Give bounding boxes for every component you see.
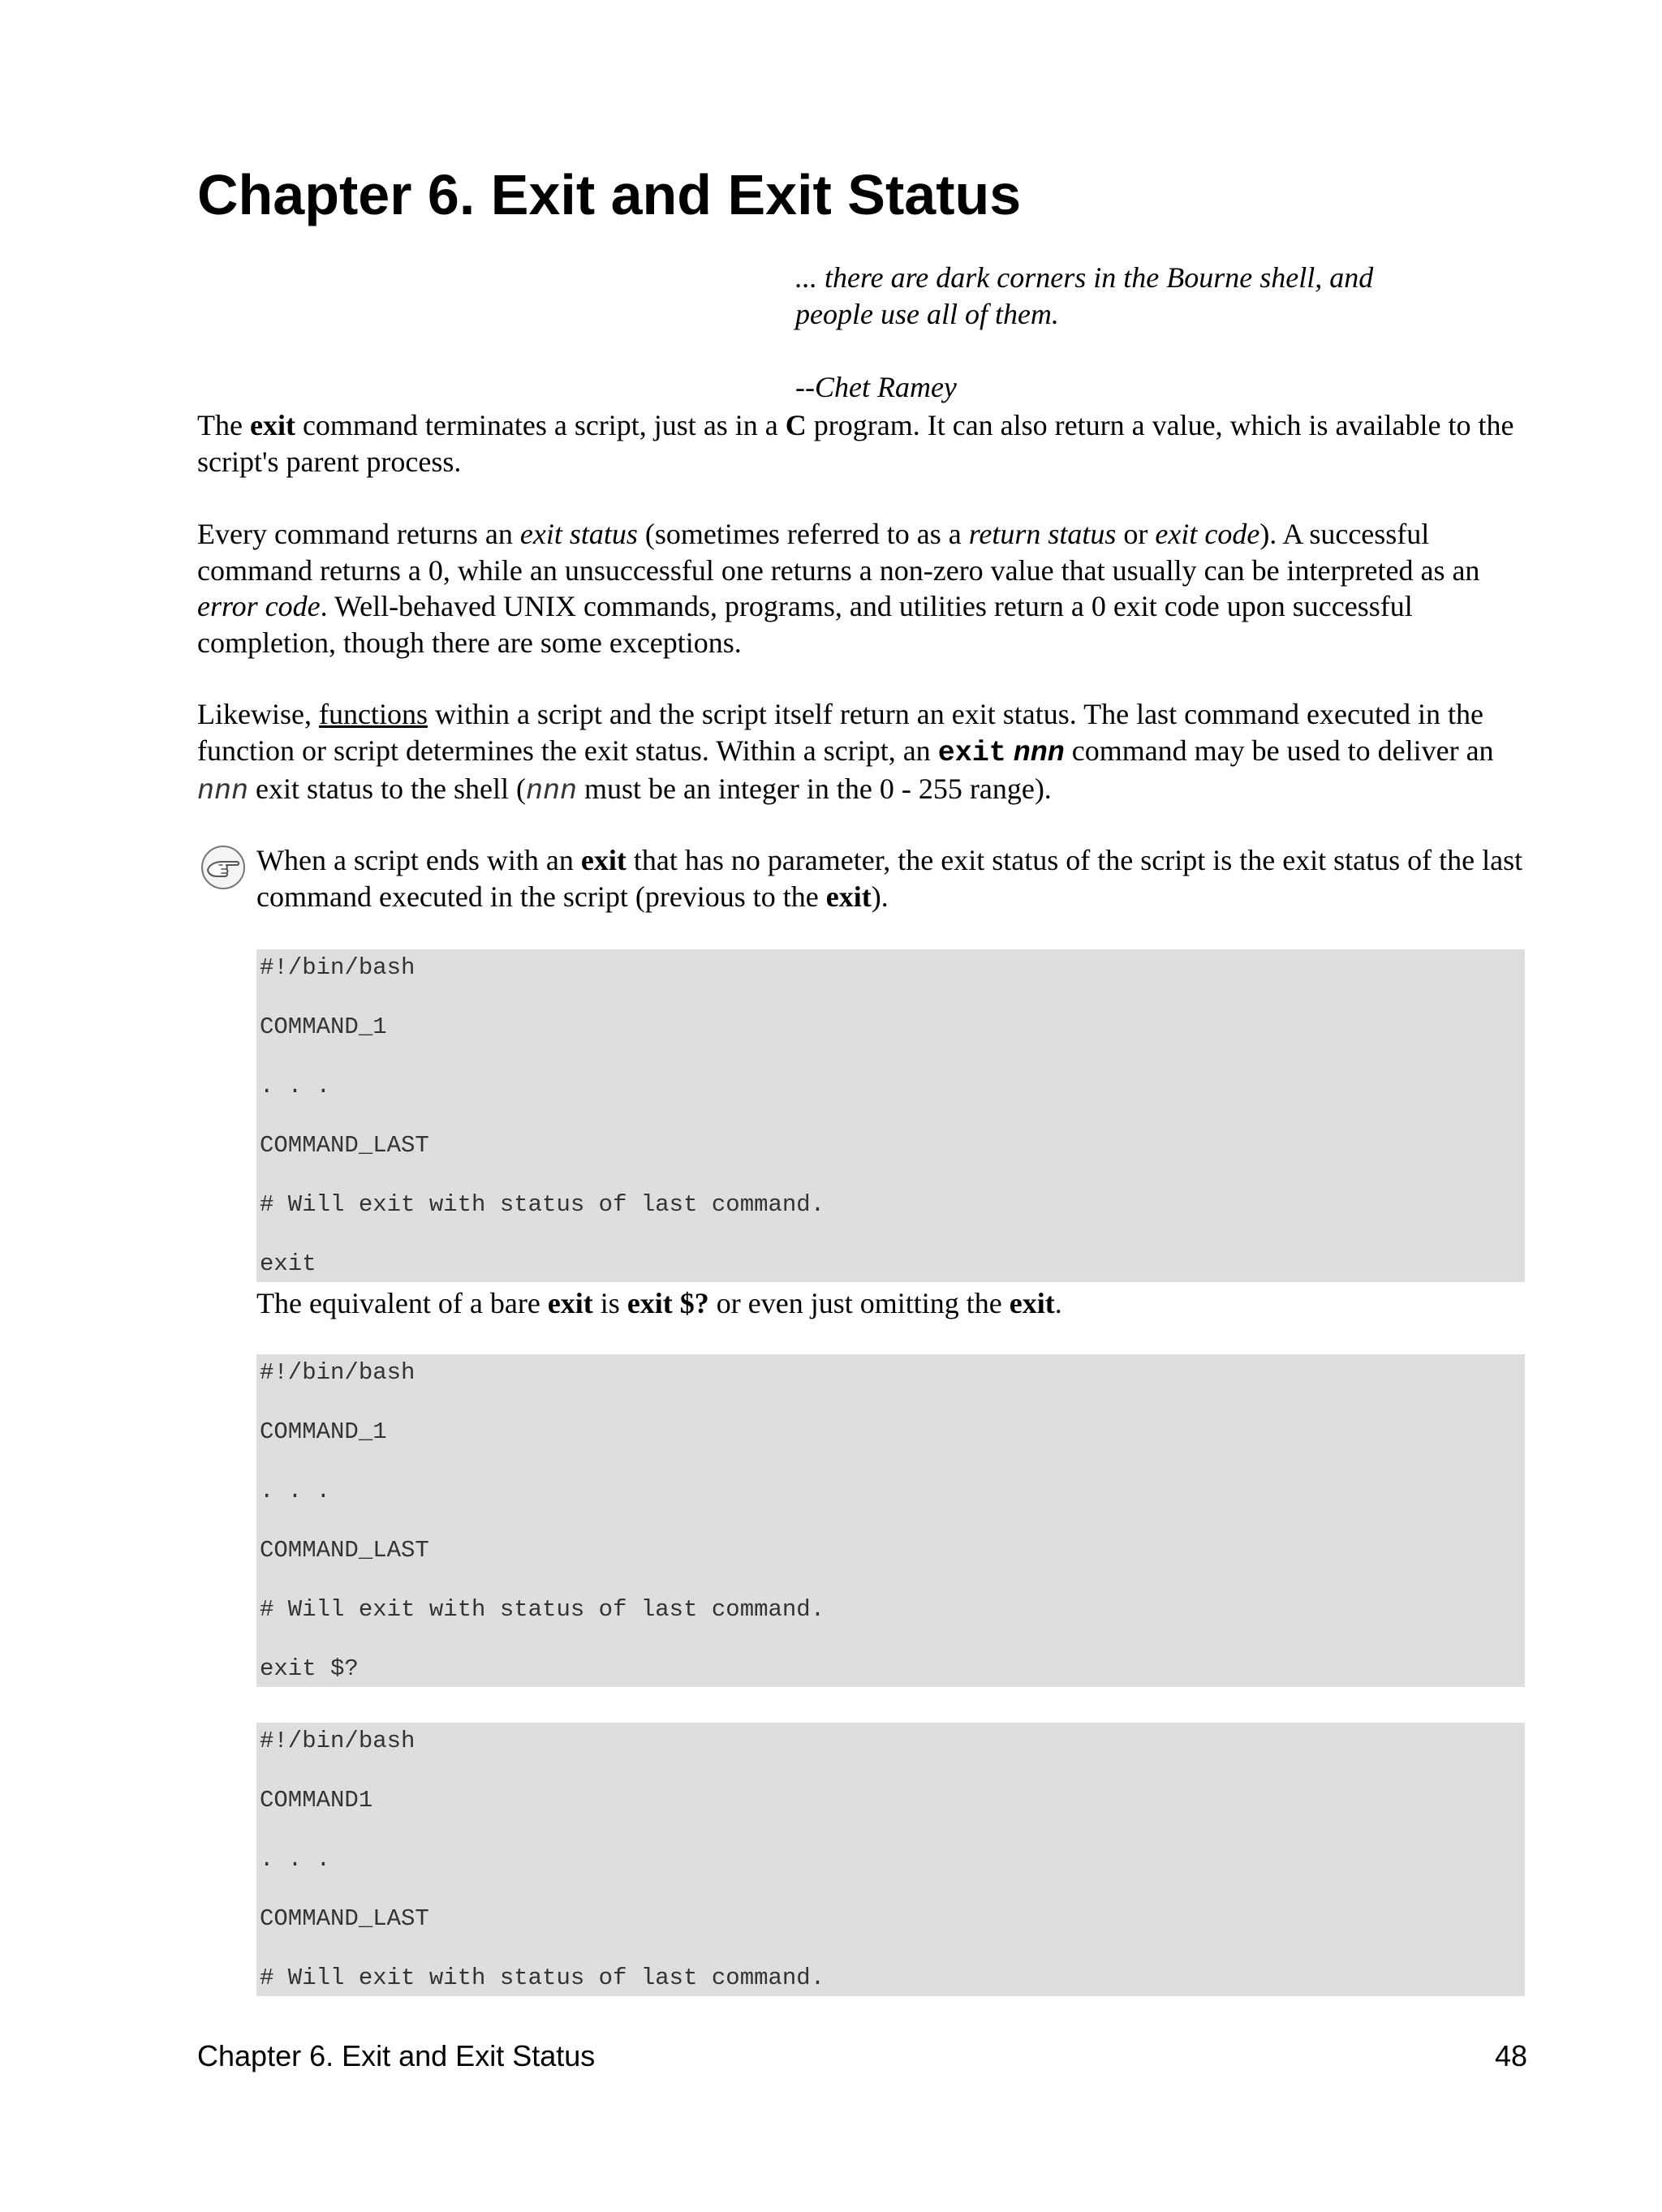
text-span: (sometimes referred to as a — [637, 518, 969, 550]
paragraph-exit-command — [197, 407, 1536, 480]
text-span: that has no parameter, the exit status of the script is the exit status of the last command executed in the script (previous to the — [256, 844, 1523, 913]
bold-term: exit $? — [626, 1287, 709, 1319]
bold-term: C — [785, 409, 807, 441]
text-span: within a script and the script itself return an exit status. The last command executed in the function or script determines the exit status. Within a script, an — [197, 698, 1483, 767]
functions-link[interactable]: functions — [318, 698, 428, 730]
code-line: # Will exit with status of last command. — [260, 1596, 825, 1623]
paragraph-functions — [197, 696, 1536, 810]
text-span: Likewise, — [197, 698, 319, 730]
note-equivalent-text — [256, 1285, 1539, 1322]
italic-term: error code — [197, 590, 321, 622]
text-span: program. It can also return a value, which is available to the script's parent process. — [197, 409, 1514, 478]
text-span: Every command returns an — [197, 518, 520, 550]
italic-term: exit status — [519, 518, 638, 550]
italic-term: return status — [968, 518, 1117, 550]
text-span: ). — [871, 880, 889, 913]
code-line: #!/bin/bash — [260, 1359, 416, 1386]
epigraph-line-2: people use all of them. — [795, 298, 1059, 330]
bold-term: exit — [825, 880, 872, 913]
code-line: # Will exit with status of last command. — [260, 1965, 825, 1991]
code-line: COMMAND_LAST — [260, 1537, 429, 1564]
epigraph — [795, 260, 1445, 406]
inline-code: exit — [937, 736, 1006, 769]
code-line: #!/bin/bash — [260, 954, 416, 981]
code-line: . . . — [260, 1846, 331, 1873]
italic-term: exit code — [1155, 518, 1260, 550]
code-line: . . . — [260, 1073, 331, 1100]
code-line: COMMAND_1 — [260, 1013, 387, 1040]
paragraph-exit-status — [197, 516, 1536, 661]
text-span: or even just omitting the — [708, 1287, 1010, 1319]
text-span: . Well-behaved UNIX commands, programs, and utilities return a 0 exit code upon successful completion, though there are some exceptions. — [197, 590, 1413, 659]
footer-chapter-title: Chapter 6. Exit and Exit Status — [197, 2039, 596, 2072]
code-block-exit-status-var — [256, 1354, 1525, 1687]
epigraph-attribution: --Chet Ramey — [795, 371, 957, 403]
text-span: The equivalent of a bare — [256, 1287, 548, 1319]
code-line: exit $? — [260, 1655, 359, 1682]
inline-code: nnn — [1013, 736, 1065, 769]
code-line: COMMAND_1 — [260, 1418, 387, 1445]
text-span: ). A successful command returns a 0, while an unsuccessful one returns a non-zero value that usually can be interpreted as an — [197, 518, 1480, 587]
text-span: exit status to the shell ( — [248, 772, 526, 805]
code-line: #!/bin/bash — [260, 1728, 416, 1754]
inline-code: nnn — [197, 775, 249, 807]
pointing-hand-icon — [200, 845, 247, 890]
chapter-title: Chapter 6. Exit and Exit Status — [197, 163, 1022, 226]
text-span: command may be used to deliver an — [1064, 734, 1494, 767]
text-span: The — [197, 409, 250, 441]
code-line: exit — [260, 1250, 316, 1277]
code-line: COMMAND_LAST — [260, 1132, 429, 1159]
inline-code: nnn — [525, 775, 577, 807]
bold-term: exit — [249, 409, 295, 441]
footer-page-number: 48 — [1494, 2039, 1527, 2072]
code-line: # Will exit with status of last command. — [260, 1191, 825, 1218]
code-block-exit — [256, 949, 1525, 1282]
code-line: . . . — [260, 1478, 331, 1504]
text-span: command terminates a script, just as in a — [295, 409, 786, 441]
bold-term: exit — [547, 1287, 593, 1319]
code-line: COMMAND_LAST — [260, 1905, 429, 1932]
text-span: must be an integer in the 0 - 255 range). — [576, 772, 1052, 805]
code-line: COMMAND1 — [260, 1787, 373, 1814]
text-span: or — [1116, 518, 1156, 550]
bold-term: exit — [580, 844, 626, 876]
text-span: When a script ends with an — [256, 844, 581, 876]
note-text — [256, 842, 1539, 914]
epigraph-line-1: ... there are dark corners in the Bourne shell, and — [795, 261, 1374, 294]
text-span: . — [1054, 1287, 1062, 1319]
text-span: is — [592, 1287, 627, 1319]
code-block-omitted-exit — [256, 1723, 1525, 1996]
bold-term: exit — [1009, 1287, 1055, 1319]
